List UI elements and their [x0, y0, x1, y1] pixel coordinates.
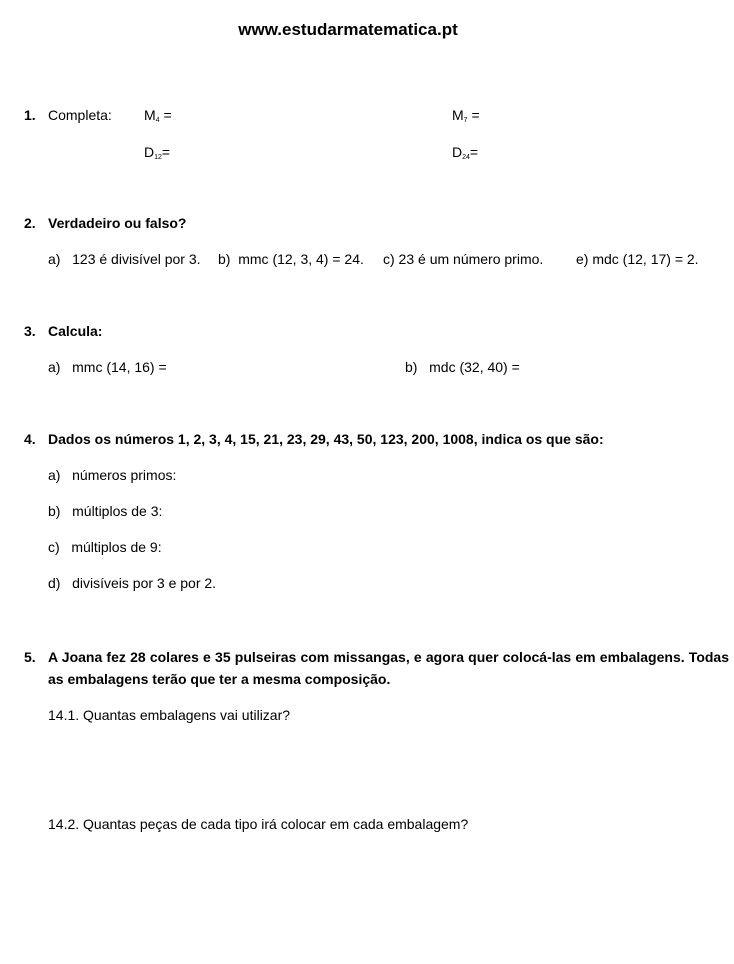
- question-number: 4.: [24, 431, 36, 447]
- question-number: 3.: [24, 323, 36, 339]
- set-d24: $D_{24}=$: [452, 144, 479, 161]
- item-c: c) 23 é um número primo.: [383, 251, 544, 267]
- question-number: 2.: [24, 215, 36, 231]
- item-b: b) mmc (12, 3, 4) = 24.: [218, 251, 364, 267]
- set-d12: $D_{12}=$: [144, 144, 171, 161]
- question-number: 1.: [24, 107, 36, 123]
- question-prompt: Completa:: [48, 107, 112, 123]
- item-a: a) 123 é divisível por 3.: [48, 251, 201, 267]
- subquestion-2: 14.2. Quantas peças de cada tipo irá colocar em cada embalagem?: [48, 816, 469, 832]
- question-title: Calcula:: [48, 323, 103, 339]
- question-text: A Joana fez 28 colares e 35 pulseiras com missangas, e agora quer colocá-las em embalagens. Todas as embalagens terão que ter a mesma composição.: [48, 649, 729, 687]
- site-url: www.estudarmatematica.pt: [238, 20, 458, 39]
- question-title: Dados os números 1, 2, 3, 4, 15, 21, 23, 29, 43, 50, 123, 200, 1008, indica os que são:: [48, 431, 604, 447]
- question-title: Verdadeiro ou falso?: [48, 215, 187, 231]
- subquestion-1: 14.1. Quantas embalagens vai utilizar?: [48, 707, 291, 723]
- item-c: c) múltiplos de 9:: [48, 539, 162, 555]
- item-a: a) mmc (14, 16) =: [48, 359, 167, 375]
- set-m4: $M_4$ =: [144, 107, 172, 124]
- item-a: a) números primos:: [48, 467, 177, 483]
- item-d: d) divisíveis por 3 e por 2.: [48, 575, 217, 591]
- set-m7: $M_7$ =: [452, 107, 480, 124]
- item-b: b) múltiplos de 3:: [48, 503, 163, 519]
- item-e: e) mdc (12, 17) = 2.: [576, 251, 699, 267]
- question-number: 5.: [24, 649, 36, 665]
- item-b: b) mdc (32, 40) =: [405, 359, 520, 375]
